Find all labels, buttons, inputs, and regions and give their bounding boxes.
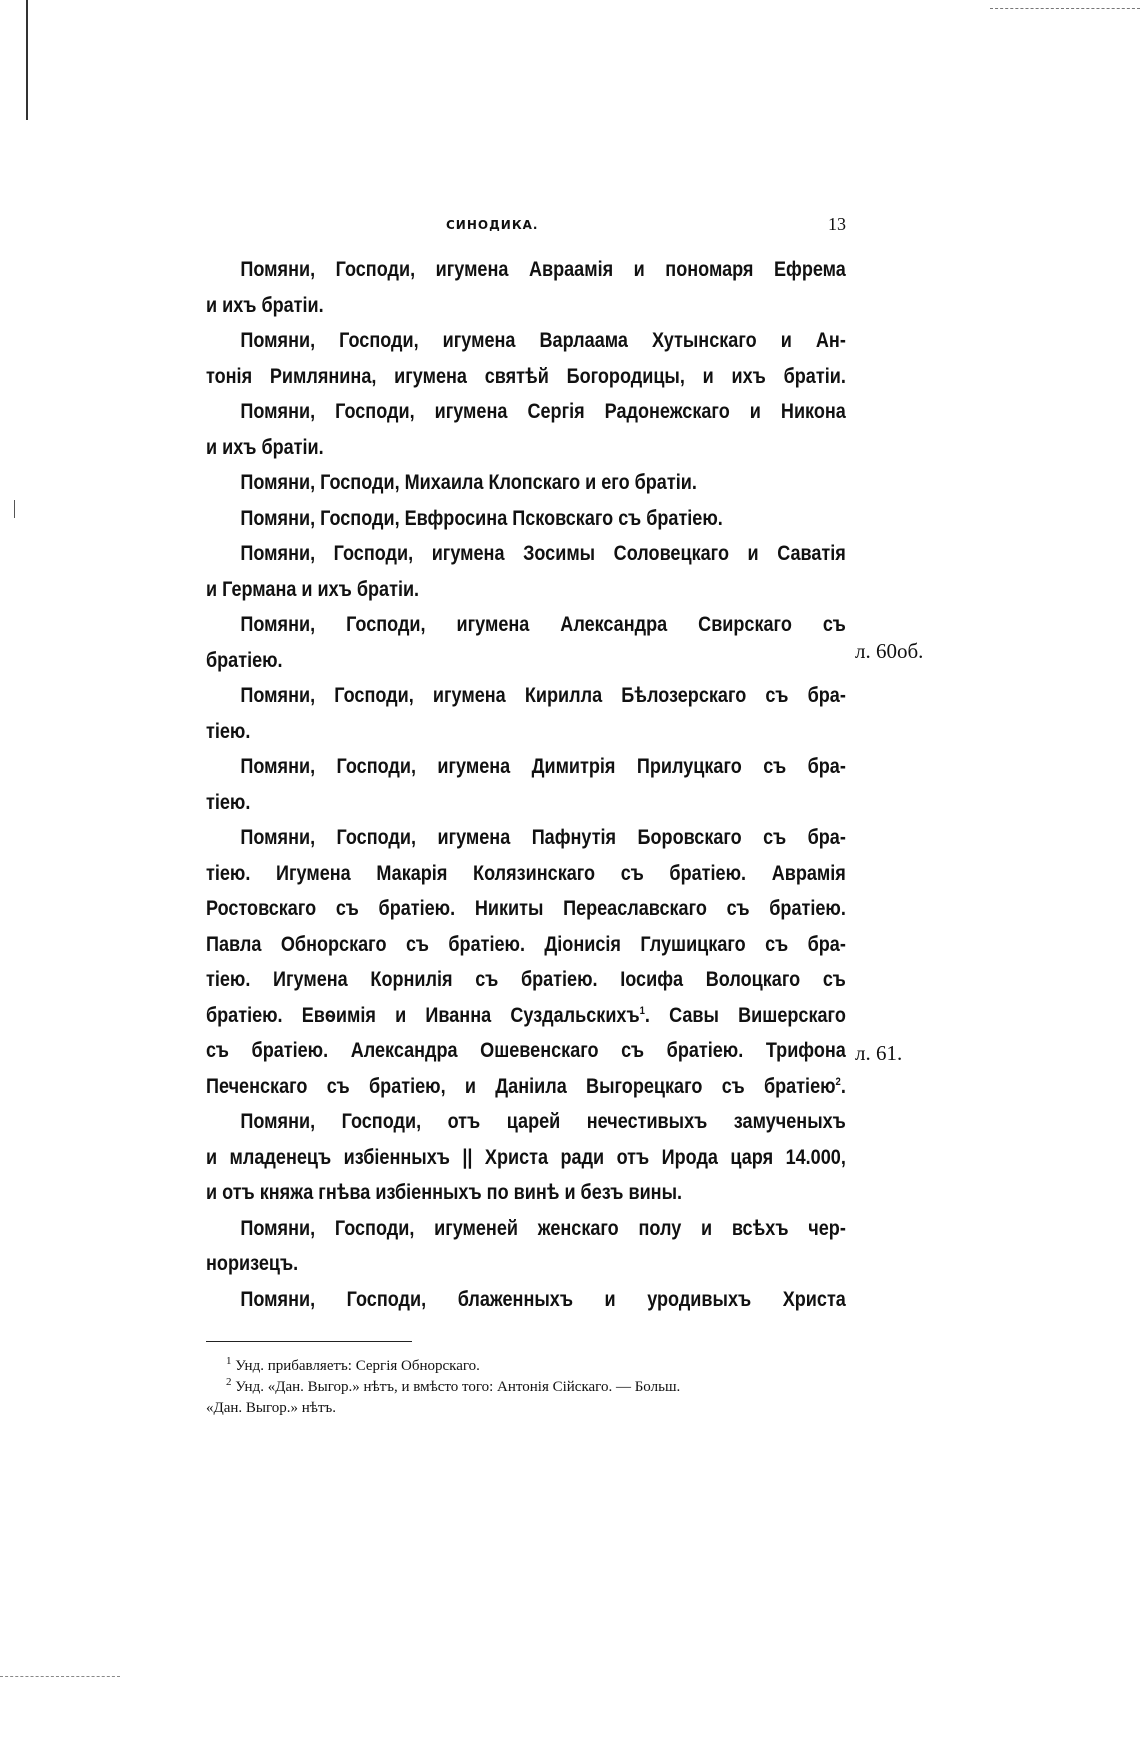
paragraph <box>206 501 846 537</box>
margin-folio-note: л. 60об. <box>855 639 924 663</box>
paragraph <box>206 820 846 1104</box>
text-line: тонія Римлянина, игумена святѣй Богородицы, и ихъ братіи. <box>206 364 846 388</box>
paragraph <box>206 749 846 820</box>
running-title: СИНОДИКА. <box>446 218 539 232</box>
text-line: Помяни, Господи, блаженныхъ и уродивыхъ Христа <box>240 1287 846 1311</box>
text-line: тіею. Игумена Корнилія съ братіею. Іосифа Волоцкаго съ <box>206 968 846 991</box>
text-line: Павла Обнорскаго съ братіею. Діонисія Глушицкаго съ бра- <box>206 932 846 956</box>
text-fragment: . <box>840 1074 846 1098</box>
text-fragment: . Савы Вишерскаго <box>644 1003 846 1027</box>
paragraph <box>206 1282 846 1318</box>
footnote <box>206 1356 846 1377</box>
text-line: Помяни, Господи, игумена Кирилла Бѣлозерскаго съ бра- <box>240 684 846 707</box>
margin-folio-note: л. 61. <box>855 1041 903 1065</box>
footnote-continuation: «Дан. Выгор.» нѣтъ. <box>206 1400 337 1416</box>
paragraph <box>206 678 846 749</box>
paragraph <box>206 536 846 607</box>
text-line: Помяни, Господи, игумена Александра Свирскаго съ <box>240 613 846 636</box>
text-line: и Германа и ихъ братіи. <box>206 577 420 601</box>
text-line: и ихъ братіи. <box>206 435 324 459</box>
text-line: тіею. Игумена Макарія Колязинскаго съ братіею. Аврамія <box>206 861 846 885</box>
text-line <box>206 1069 846 1105</box>
paragraph <box>206 465 846 501</box>
scan-edge-mark <box>14 500 15 518</box>
text-line: тіею. <box>206 719 251 743</box>
text-line: Помяни, Господи, игумена Зосимы Соловецкаго и Саватія <box>240 542 846 565</box>
text-line: Помяни, Господи, игуменей женскаго полу и всѣхъ чер- <box>240 1216 846 1240</box>
text-line: тіею. <box>206 790 251 814</box>
page-number: 13 <box>828 214 846 234</box>
book-page <box>206 212 846 1419</box>
footnote-text: Унд. прибавляетъ: Сергія Обнорскаго. <box>235 1358 480 1374</box>
text-line: съ братіею. Александра Ошевенскаго съ братіею. Трифона <box>206 1039 846 1062</box>
text-line: Помяни, Господи, отъ царей нечестивыхъ замученыхъ <box>240 1110 846 1133</box>
text-fragment: Печенскаго съ братіею, и Даніила Выгорецкаго съ братіею <box>206 1074 836 1098</box>
text-line: братіею. <box>206 648 283 672</box>
footnote <box>206 1377 846 1398</box>
footnote-text: Унд. «Дан. Выгор.» нѣтъ, и вмѣсто того: Антонія Сійскаго. — Больш. <box>235 1379 681 1395</box>
paragraph <box>206 1211 846 1282</box>
text-line: Помяни, Господи, игумена Варлаама Хутынскаго и Ан- <box>240 329 846 352</box>
footnote-marker: 1 <box>639 1004 645 1017</box>
text-line <box>206 998 846 1034</box>
footnote-marker: 2 <box>835 1075 841 1088</box>
page-header <box>206 212 846 252</box>
scan-edge-mark <box>26 0 28 120</box>
text-line: и отъ княжа гнѣва избіенныхъ по винѣ и безъ вины. <box>206 1181 683 1204</box>
text-line: и ихъ братіи. <box>206 293 324 317</box>
paragraph <box>206 1104 846 1211</box>
text-line: Помяни, Господи, игумена Димитрія Прилуцкаго съ бра- <box>240 755 846 778</box>
scan-edge-mark <box>990 8 1140 10</box>
text-line: Помяни, Господи, игумена Пафнутія Боровскаго съ бра- <box>240 826 846 849</box>
footnote-rule <box>206 1341 412 1342</box>
text-line: Помяни, Господи, Михаила Клопскаго и его братіи. <box>240 471 697 494</box>
footnote-marker: 1 <box>226 1355 232 1367</box>
paragraph <box>206 607 846 678</box>
text-line: Помяни, Господи, игумена Авраамія и пономаря Ефрема <box>240 258 846 281</box>
text-line: Ростовскаго съ братіею. Никиты Переаславскаго съ братіею. <box>206 897 846 920</box>
footnote-marker: 2 <box>226 1376 232 1388</box>
text-line: и младенецъ избіенныхъ || Христа ради отъ Ирода царя 14.000, <box>206 1145 846 1169</box>
text-line: Помяни, Господи, Евфросина Псковскаго съ братіею. <box>240 506 723 530</box>
text-line: Помяни, Господи, игумена Сергія Радонежскаго и Никона <box>240 400 846 423</box>
text-line: норизецъ. <box>206 1252 299 1275</box>
text-fragment: братіею. Евѳимія и Иванна Суздальскихъ <box>206 1003 640 1027</box>
paragraph <box>206 394 846 465</box>
paragraph <box>206 252 846 323</box>
scan-edge-mark <box>0 1676 120 1678</box>
paragraph <box>206 323 846 394</box>
